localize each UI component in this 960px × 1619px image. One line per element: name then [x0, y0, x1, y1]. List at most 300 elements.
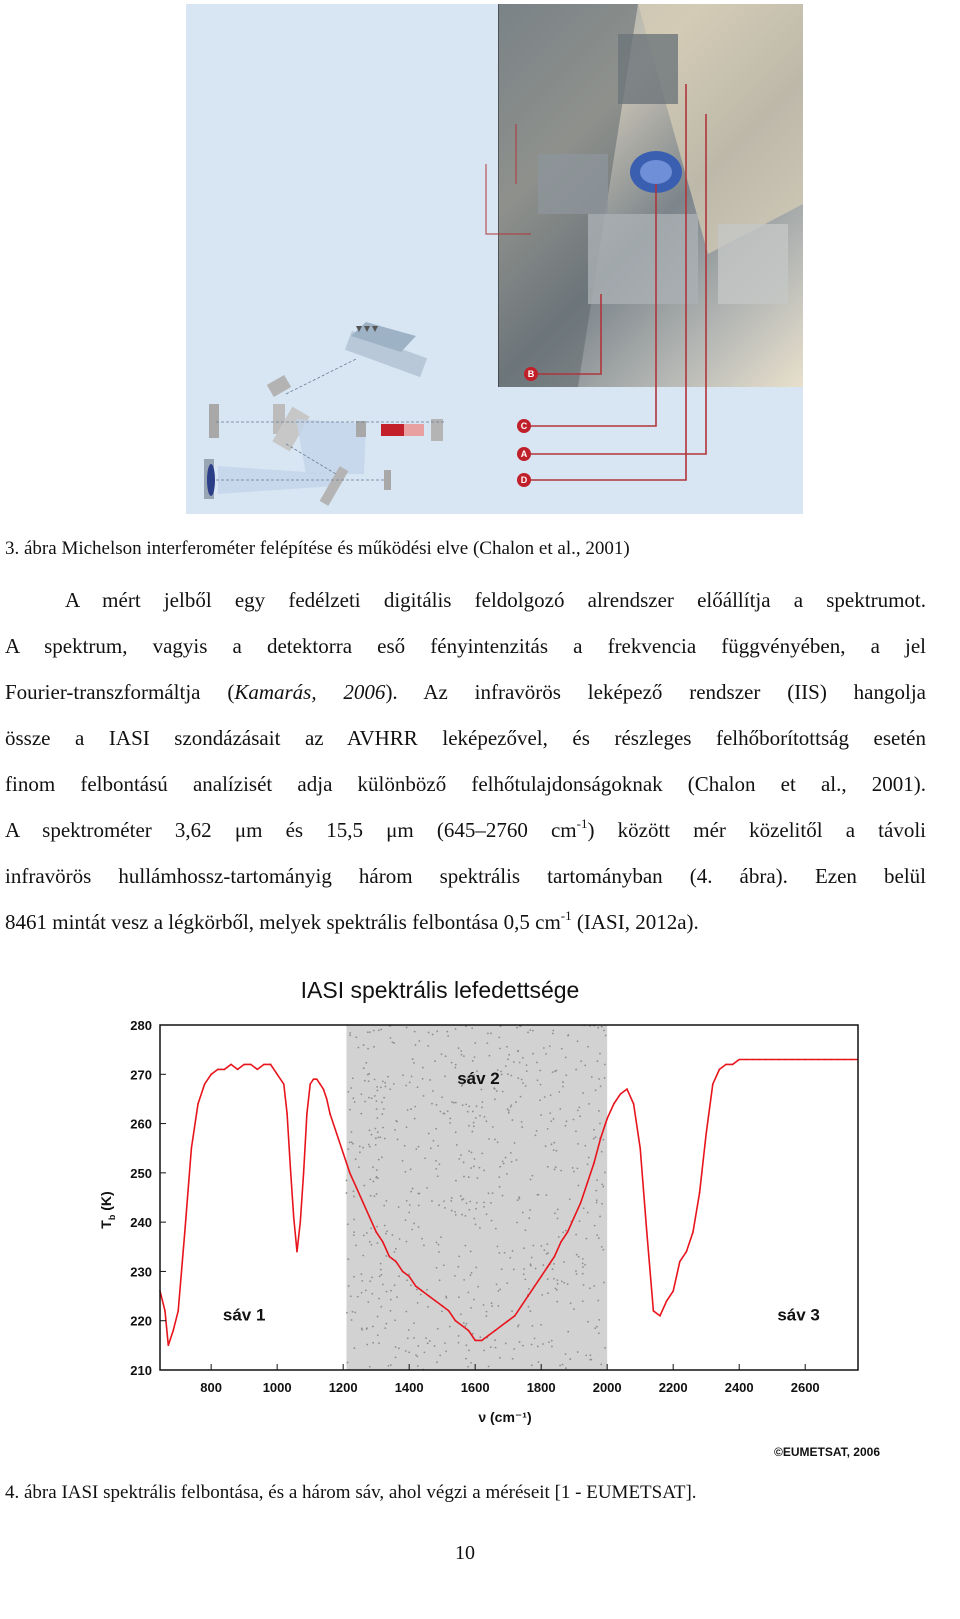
spectrum-point	[600, 1138, 602, 1140]
spectrum-point	[831, 1059, 833, 1061]
texture-dot	[526, 1064, 528, 1066]
texture-dot	[598, 1319, 600, 1321]
page-number: 10	[455, 1542, 475, 1564]
texture-dot	[435, 1168, 437, 1170]
texture-dot	[524, 1278, 526, 1280]
texture-dot	[481, 1153, 483, 1155]
texture-dot	[486, 1042, 488, 1044]
y-axis-label-unit: (K)	[98, 1191, 114, 1215]
texture-dot	[389, 1088, 391, 1090]
spectrum-point	[606, 1118, 608, 1120]
y-tick-label: 210	[130, 1363, 152, 1378]
texture-dot	[454, 1067, 456, 1069]
texture-dot	[510, 1104, 512, 1106]
texture-dot	[353, 1234, 355, 1236]
texture-dot	[561, 1048, 563, 1050]
texture-dot	[373, 1195, 375, 1197]
texture-dot	[593, 1285, 595, 1287]
texture-dot	[587, 1321, 589, 1323]
texture-dot	[464, 1245, 466, 1247]
texture-dot	[553, 1149, 555, 1151]
texture-dot	[378, 1029, 380, 1031]
x-tick-label: 2600	[790, 1380, 820, 1395]
texture-dot	[578, 1185, 580, 1187]
texture-dot	[498, 1037, 500, 1039]
texture-dot	[377, 1334, 379, 1336]
spectrum-point	[732, 1064, 734, 1066]
spectrum-point	[286, 1113, 288, 1115]
texture-dot	[550, 1094, 552, 1096]
texture-dot	[589, 1359, 591, 1361]
texture-dot	[476, 1105, 478, 1107]
spectrum-point	[837, 1059, 839, 1061]
texture-dot	[483, 1349, 485, 1351]
texture-dot	[579, 1115, 581, 1117]
spectrum-point	[507, 1320, 509, 1322]
texture-dot	[416, 1289, 418, 1291]
spectrum-point	[455, 1320, 457, 1322]
texture-dot	[406, 1279, 408, 1281]
texture-dot	[502, 1091, 504, 1093]
spectrum-point	[290, 1167, 292, 1169]
texture-dot	[405, 1219, 407, 1221]
spectrum-point	[778, 1059, 780, 1061]
texture-dot	[360, 1273, 362, 1275]
spectrum-point	[243, 1064, 245, 1066]
texture-dot	[388, 1365, 390, 1367]
texture-dot	[516, 1222, 518, 1224]
texture-dot	[577, 1109, 579, 1111]
texture-dot	[567, 1283, 569, 1285]
texture-dot	[445, 1055, 447, 1057]
texture-dot	[405, 1350, 407, 1352]
texture-dot	[416, 1355, 418, 1357]
texture-dot	[531, 1344, 533, 1346]
texture-dot	[565, 1057, 567, 1059]
superscript: -1	[576, 816, 588, 831]
texture-dot	[449, 1118, 451, 1120]
texture-dot	[582, 1092, 584, 1094]
texture-dot	[526, 1070, 528, 1072]
texture-dot	[428, 1133, 430, 1135]
texture-dot	[376, 1086, 378, 1088]
texture-dot	[570, 1302, 572, 1304]
spectrum-point	[293, 1216, 295, 1218]
texture-dot	[499, 1289, 501, 1291]
iasi-spectral-chart	[80, 968, 900, 1468]
texture-dot	[528, 1306, 530, 1308]
texture-dot	[470, 1250, 472, 1252]
texture-dot	[378, 1298, 380, 1300]
texture-dot	[545, 1194, 547, 1196]
texture-dot	[406, 1126, 408, 1128]
texture-dot	[535, 1268, 537, 1270]
texture-dot	[553, 1263, 555, 1265]
texture-dot	[458, 1047, 460, 1049]
texture-dot	[601, 1203, 603, 1205]
texture-dot	[376, 1090, 378, 1092]
texture-dot	[402, 1074, 404, 1076]
texture-dot	[404, 1171, 406, 1173]
texture-dot	[519, 1341, 521, 1343]
texture-dot	[525, 1085, 527, 1087]
texture-dot	[560, 1170, 562, 1172]
x-tick-label: 1800	[526, 1380, 556, 1395]
texture-dot	[398, 1275, 400, 1277]
texture-dot	[465, 1103, 467, 1105]
texture-dot	[467, 1111, 469, 1113]
spectrum-point	[659, 1315, 661, 1317]
spectrum-point	[415, 1285, 417, 1287]
texture-dot	[531, 1257, 533, 1259]
texture-dot	[491, 1302, 493, 1304]
texture-dot	[437, 1328, 439, 1330]
spectrum-point	[798, 1059, 800, 1061]
texture-dot	[594, 1225, 596, 1227]
texture-dot	[565, 1367, 567, 1369]
texture-dot	[529, 1310, 531, 1312]
texture-dot	[521, 1126, 523, 1128]
texture-dot	[390, 1037, 392, 1039]
texture-dot	[424, 1157, 426, 1159]
texture-dot	[490, 1202, 492, 1204]
texture-dot	[445, 1295, 447, 1297]
texture-dot	[362, 1147, 364, 1149]
texture-dot	[530, 1179, 532, 1181]
spectrum-point	[299, 1221, 301, 1223]
texture-dot	[371, 1277, 373, 1279]
texture-dot	[601, 1151, 603, 1153]
texture-dot	[510, 1075, 512, 1077]
texture-dot	[539, 1099, 541, 1101]
texture-dot	[543, 1047, 545, 1049]
texture-dot	[521, 1079, 523, 1081]
paragraph-line	[5, 669, 926, 715]
texture-dot	[522, 1082, 524, 1084]
texture-dot	[562, 1081, 564, 1083]
texture-dot	[601, 1026, 603, 1028]
texture-dot	[417, 1365, 419, 1367]
texture-dot	[577, 1351, 579, 1353]
text-run: ) között mér közelitől a távoli	[587, 818, 926, 842]
texture-dot	[380, 1263, 382, 1265]
marker-c: C	[517, 419, 531, 433]
texture-dot	[415, 1044, 417, 1046]
texture-dot	[494, 1088, 496, 1090]
x-tick-label: 1400	[394, 1380, 424, 1395]
band-label: sáv 3	[777, 1305, 820, 1325]
texture-dot	[462, 1104, 464, 1106]
texture-dot	[538, 1361, 540, 1363]
texture-dot	[381, 1274, 383, 1276]
texture-dot	[369, 1129, 371, 1131]
texture-dot	[467, 1366, 469, 1368]
texture-dot	[390, 1310, 392, 1312]
texture-dot	[596, 1199, 598, 1201]
y-tick-label: 250	[130, 1165, 152, 1181]
texture-dot	[415, 1148, 417, 1150]
paragraph-line	[5, 853, 926, 899]
texture-dot	[363, 1067, 365, 1069]
texture-dot	[485, 1315, 487, 1317]
spectrum-point	[435, 1300, 437, 1302]
texture-dot	[604, 1077, 606, 1079]
paragraph-line	[5, 577, 926, 623]
texture-dot	[447, 1035, 449, 1037]
texture-dot	[432, 1034, 434, 1036]
spectrum-point	[758, 1059, 760, 1061]
texture-dot	[413, 1223, 415, 1225]
spectrum-point	[172, 1330, 174, 1332]
texture-dot	[350, 1087, 352, 1089]
spectrum-point	[237, 1069, 239, 1071]
paragraph-line	[5, 715, 926, 761]
spectrum-point	[428, 1295, 430, 1297]
texture-dot	[383, 1205, 385, 1207]
texture-dot	[371, 1244, 373, 1246]
texture-dot	[357, 1296, 359, 1298]
texture-dot	[506, 1046, 508, 1048]
spectrum-point	[613, 1103, 615, 1105]
marker-a: A	[517, 447, 531, 461]
texture-dot	[556, 1070, 558, 1072]
texture-dot	[365, 1289, 367, 1291]
texture-dot	[465, 1215, 467, 1217]
texture-dot	[383, 1097, 385, 1099]
texture-dot	[531, 1364, 533, 1366]
texture-dot	[565, 1074, 567, 1076]
texture-dot	[598, 1332, 600, 1334]
texture-dot	[505, 1065, 507, 1067]
texture-dot	[481, 1106, 483, 1108]
texture-dot	[392, 1234, 394, 1236]
texture-dot	[578, 1256, 580, 1258]
spectrum-point	[771, 1059, 773, 1061]
texture-dot	[451, 1101, 453, 1103]
texture-dot	[604, 1171, 606, 1173]
texture-dot	[588, 1103, 590, 1105]
texture-dot	[465, 1344, 467, 1346]
spectrum-point	[580, 1202, 582, 1204]
texture-dot	[355, 1158, 357, 1160]
texture-dot	[473, 1122, 475, 1124]
texture-dot	[523, 1273, 525, 1275]
texture-dot	[405, 1085, 407, 1087]
spectrum-point	[494, 1330, 496, 1332]
spectrum-point	[804, 1059, 806, 1061]
texture-dot	[488, 1366, 490, 1368]
texture-dot	[603, 1282, 605, 1284]
texture-dot	[573, 1119, 575, 1121]
texture-dot	[497, 1141, 499, 1143]
texture-dot	[562, 1086, 564, 1088]
texture-dot	[515, 1101, 517, 1103]
texture-dot	[551, 1346, 553, 1348]
spectrum-point	[686, 1251, 688, 1253]
texture-dot	[540, 1084, 542, 1086]
spectrum-point	[791, 1059, 793, 1061]
texture-dot	[550, 1120, 552, 1122]
texture-dot	[516, 1027, 518, 1029]
texture-dot	[417, 1193, 419, 1195]
spectrum-point	[408, 1276, 410, 1278]
texture-dot	[599, 1216, 601, 1218]
texture-dot	[382, 1080, 384, 1082]
spectrum-point	[725, 1064, 727, 1066]
spectrum-point	[705, 1133, 707, 1135]
texture-dot	[413, 1337, 415, 1339]
texture-dot	[381, 1113, 383, 1115]
texture-dot	[384, 1082, 386, 1084]
texture-dot	[500, 1071, 502, 1073]
texture-dot	[371, 1097, 373, 1099]
texture-dot	[463, 1176, 465, 1178]
texture-dot	[380, 1269, 382, 1271]
texture-dot	[474, 1056, 476, 1058]
band-label: sáv 1	[222, 1305, 266, 1325]
texture-dot	[559, 1365, 561, 1367]
band-label: sáv 2	[457, 1069, 500, 1089]
texture-dot	[368, 1144, 370, 1146]
texture-dot	[417, 1345, 419, 1347]
texture-dot	[385, 1086, 387, 1088]
texture-dot	[602, 1186, 604, 1188]
text-run: finom felbontású analízisét adja különböző felhőtulajdonságoknak (Chalon et al., 2001).	[5, 772, 926, 796]
texture-dot	[575, 1130, 577, 1132]
texture-dot	[553, 1118, 555, 1120]
texture-dot	[380, 1087, 382, 1089]
texture-dot	[469, 1201, 471, 1203]
x-tick-label: 2200	[658, 1380, 688, 1395]
texture-dot	[384, 1138, 386, 1140]
texture-dot	[441, 1053, 443, 1055]
texture-dot	[587, 1212, 589, 1214]
spectrum-point	[375, 1231, 377, 1233]
texture-dot	[554, 1169, 556, 1171]
texture-dot	[551, 1340, 553, 1342]
texture-dot	[346, 1180, 348, 1182]
texture-dot	[392, 1041, 394, 1043]
spectrum-point	[257, 1069, 259, 1071]
spectrum-point	[395, 1261, 397, 1263]
texture-dot	[437, 1145, 439, 1147]
texture-dot	[349, 1034, 351, 1036]
texture-dot	[376, 1100, 378, 1102]
texture-dot	[598, 1110, 600, 1112]
texture-dot	[478, 1167, 480, 1169]
texture-dot	[548, 1341, 550, 1343]
texture-dot	[372, 1166, 374, 1168]
texture-dot	[556, 1279, 558, 1281]
texture-dot	[528, 1288, 530, 1290]
texture-dot	[497, 1305, 499, 1307]
texture-dot	[418, 1146, 420, 1148]
texture-dot	[377, 1131, 379, 1133]
texture-dot	[576, 1254, 578, 1256]
texture-dot	[407, 1109, 409, 1111]
x-tick-label: 2000	[592, 1380, 622, 1395]
spectrum-point	[402, 1271, 404, 1273]
texture-dot	[521, 1121, 523, 1123]
texture-dot	[536, 1130, 538, 1132]
texture-dot	[413, 1322, 415, 1324]
texture-dot	[375, 1144, 377, 1146]
texture-dot	[436, 1242, 438, 1244]
texture-dot	[517, 1199, 519, 1201]
texture-dot	[367, 1048, 369, 1050]
texture-dot	[460, 1050, 462, 1052]
texture-dot	[483, 1170, 485, 1172]
texture-dot	[449, 1122, 451, 1124]
texture-dot	[563, 1261, 565, 1263]
body-paragraph	[5, 577, 926, 945]
texture-dot	[390, 1290, 392, 1292]
texture-dot	[434, 1345, 436, 1347]
texture-dot	[351, 1319, 353, 1321]
texture-dot	[559, 1108, 561, 1110]
texture-dot	[376, 1117, 378, 1119]
texture-dot	[455, 1064, 457, 1066]
texture-dot	[604, 1347, 606, 1349]
texture-dot	[458, 1296, 460, 1298]
texture-dot	[367, 1031, 369, 1033]
texture-dot	[446, 1031, 448, 1033]
spectrum-point	[752, 1059, 754, 1061]
texture-dot	[593, 1129, 595, 1131]
texture-dot	[354, 1311, 356, 1313]
spectrum-point	[389, 1256, 391, 1258]
spectrum-point	[824, 1059, 826, 1061]
texture-dot	[587, 1163, 589, 1165]
texture-dot	[484, 1116, 486, 1118]
texture-dot	[398, 1206, 400, 1208]
texture-dot	[552, 1071, 554, 1073]
spectrum-point	[276, 1073, 278, 1075]
texture-dot	[361, 1093, 363, 1095]
marker-d: D	[517, 473, 531, 487]
texture-dot	[422, 1078, 424, 1080]
x-tick-label: 800	[200, 1380, 223, 1395]
texture-dot	[441, 1096, 443, 1098]
marker-b: B	[524, 367, 538, 381]
texture-dot	[425, 1337, 427, 1339]
texture-dot	[511, 1161, 513, 1163]
texture-dot	[479, 1115, 481, 1117]
texture-dot	[346, 1192, 348, 1194]
texture-dot	[374, 1079, 376, 1081]
texture-dot	[495, 1347, 497, 1349]
texture-dot	[468, 1106, 470, 1108]
texture-dot	[353, 1347, 355, 1349]
texture-dot	[556, 1150, 558, 1152]
y-axis-label-main: T	[98, 1220, 114, 1229]
texture-dot	[579, 1220, 581, 1222]
spectrum-point	[250, 1064, 252, 1066]
texture-dot	[439, 1163, 441, 1165]
texture-dot	[376, 1193, 378, 1195]
texture-dot	[359, 1145, 361, 1147]
texture-dot	[455, 1102, 457, 1104]
texture-dot	[463, 1322, 465, 1324]
texture-dot	[346, 1312, 348, 1314]
texture-dot	[528, 1217, 530, 1219]
texture-dot	[522, 1345, 524, 1347]
spectrum-point	[224, 1069, 226, 1071]
texture-dot	[468, 1150, 470, 1152]
spectrum-point	[448, 1310, 450, 1312]
x-tick-label: 1200	[328, 1380, 358, 1395]
texture-dot	[461, 1054, 463, 1056]
